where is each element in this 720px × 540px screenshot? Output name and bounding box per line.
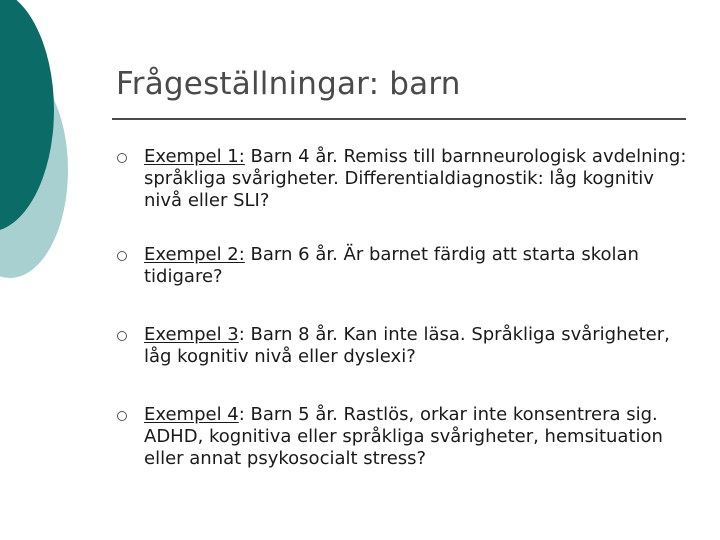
circle-bullet-icon [117, 331, 127, 341]
bullet-text: : Barn 8 år. Kan inte läsa. Språkliga svårigheter, låg kognitiv nivå eller dyslexi? [144, 324, 670, 367]
bullet-item [116, 324, 696, 368]
bullet-text: Barn 6 år. Är barnet färdig att starta skolan tidigare? [144, 244, 639, 287]
example-label: Exempel 4 [144, 404, 239, 425]
example-label: Exempel 2: [144, 244, 245, 265]
slide-title: Frågeställningar: barn [116, 66, 461, 102]
bullet-text: : Barn 5 år. Rastlös, orkar inte konsentrera sig. ADHD, kognitiva eller språkliga svårigheter, hemsituation eller annat psykosocialt stress? [144, 404, 663, 469]
bullet-item [116, 244, 696, 288]
bullet-item [116, 146, 696, 212]
decorative-circles [0, 0, 110, 300]
circle-bullet-icon [117, 411, 127, 421]
circle-bullet-icon [117, 153, 127, 163]
circle-bullet-icon [117, 251, 127, 261]
title-divider [112, 118, 686, 120]
bullet-list [116, 146, 696, 470]
bullet-item [116, 404, 696, 470]
example-label: Exempel 3 [144, 324, 239, 345]
bullet-text: Barn 4 år. Remiss till barnneurologisk avdelning: språkliga svårigheter. Differentialdiagnostik: låg kognitiv nivå eller SLI? [144, 146, 687, 211]
example-label: Exempel 1: [144, 146, 245, 167]
